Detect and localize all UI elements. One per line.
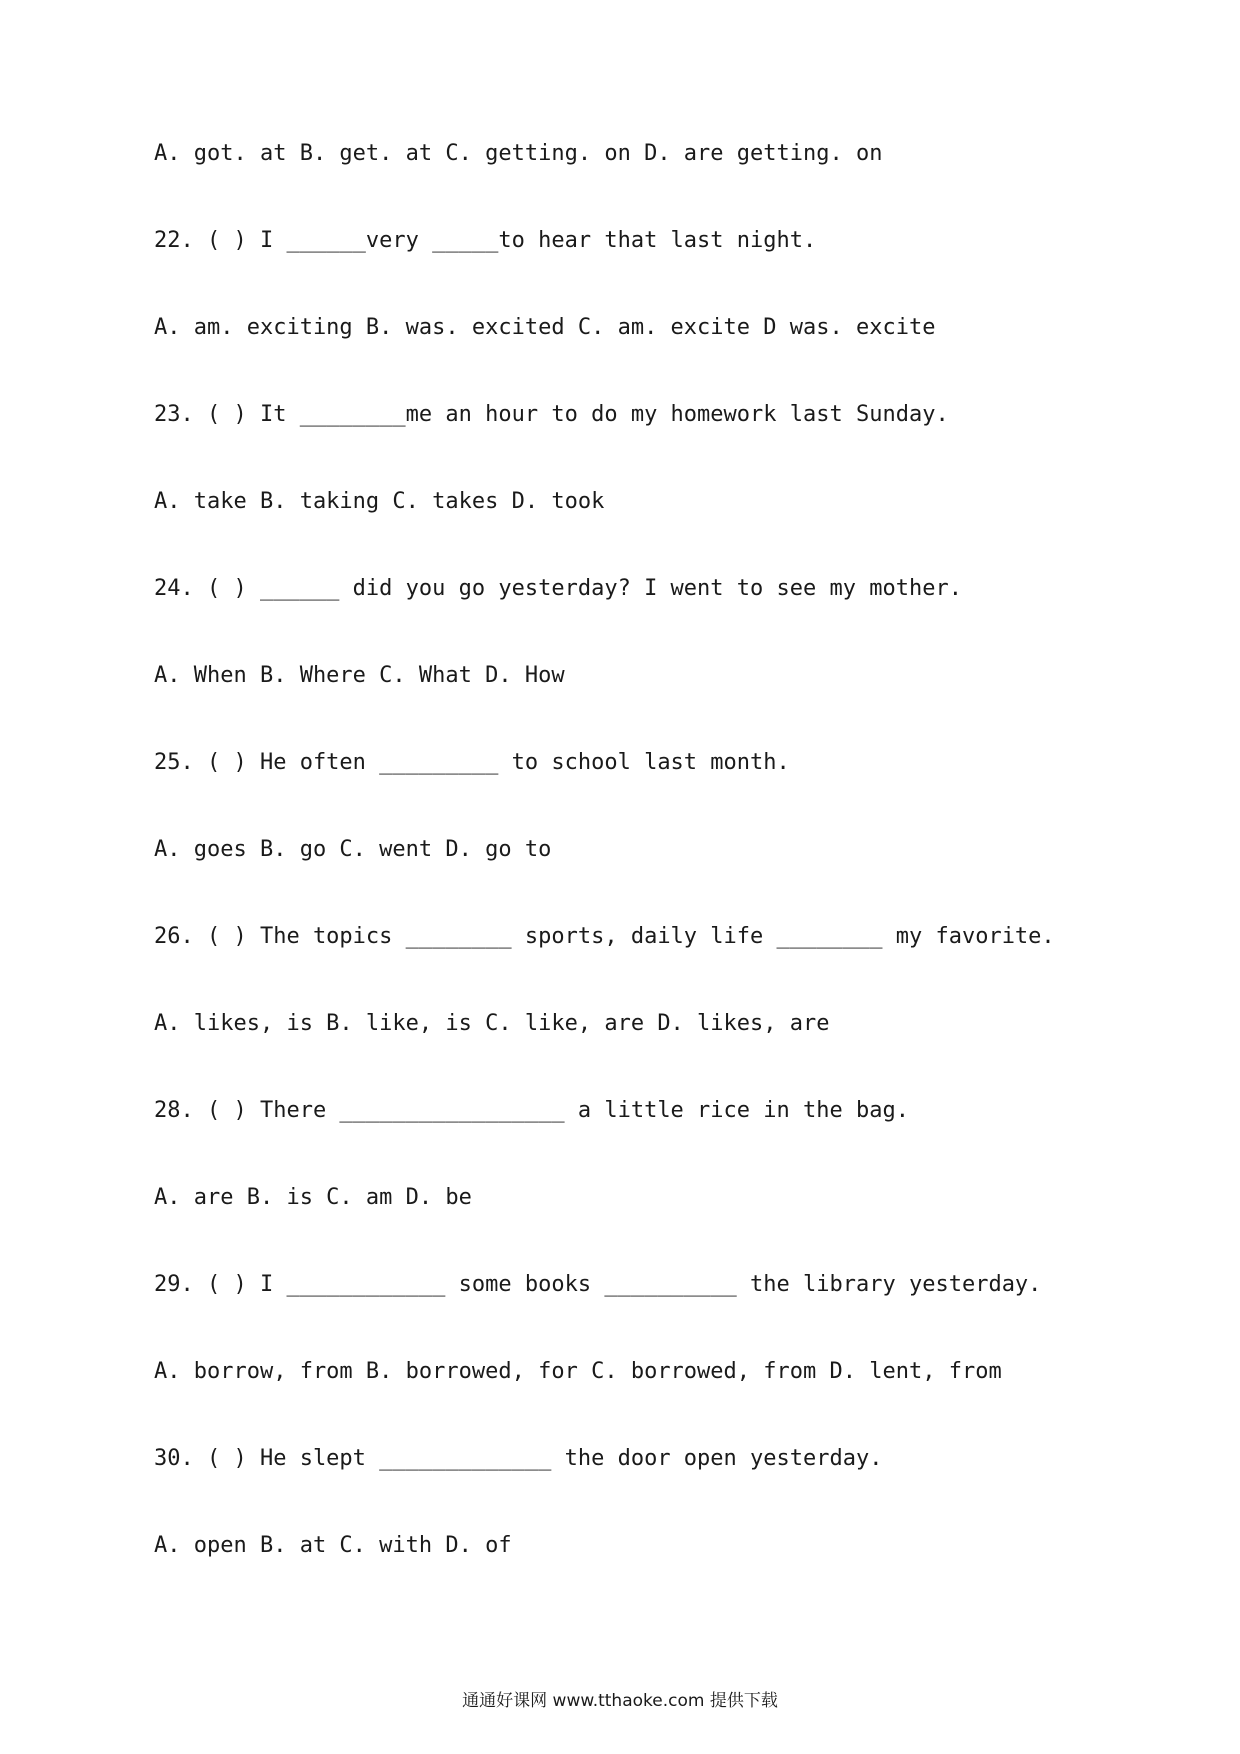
question-29: 29. ( ) I ____________ some books __________ the library yesterday. xyxy=(154,1272,1042,1297)
options-line-29: A. borrow, from B. borrowed, for C. borrowed, from D. lent, from xyxy=(154,1359,1002,1384)
question-23: 23. ( ) It ________me an hour to do my homework last Sunday. xyxy=(154,402,949,427)
question-26: 26. ( ) The topics ________ sports, daily life ________ my favorite. xyxy=(154,924,1055,949)
question-30: 30. ( ) He slept _____________ the door open yesterday. xyxy=(154,1446,883,1471)
question-28: 28. ( ) There _________________ a little rice in the bag. xyxy=(154,1098,909,1123)
question-25: 25. ( ) He often _________ to school last month. xyxy=(154,750,790,775)
options-line-28: A. are B. is C. am D. be xyxy=(154,1185,472,1210)
options-line-30: A. open B. at C. with D. of xyxy=(154,1533,512,1558)
footer-source-note: 通通好课网 www.tthaoke.com 提供下载 xyxy=(462,1691,778,1711)
options-line-23: A. take B. taking C. takes D. took xyxy=(154,489,605,514)
options-line-24: A. When B. Where C. What D. How xyxy=(154,663,565,688)
options-line-22: A. am. exciting B. was. excited C. am. excite D was. excite xyxy=(154,315,936,340)
options-line-25: A. goes B. go C. went D. go to xyxy=(154,837,552,862)
options-line-26: A. likes, is B. like, is C. like, are D. likes, are xyxy=(154,1011,830,1036)
question-24: 24. ( ) ______ did you go yesterday? I went to see my mother. xyxy=(154,576,962,601)
options-line-21: A. got. at B. get. at C. getting. on D. are getting. on xyxy=(154,141,883,166)
question-22: 22. ( ) I ______very _____to hear that last night. xyxy=(154,228,817,253)
